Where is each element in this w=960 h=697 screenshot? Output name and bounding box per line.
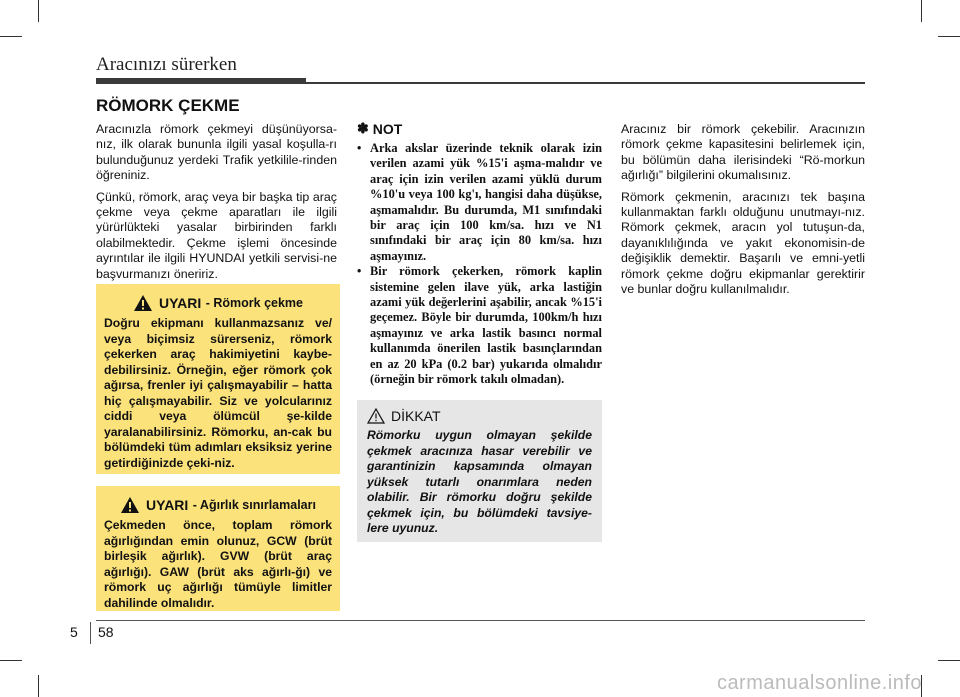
caution-box: [357, 400, 602, 542]
note-item-text: Bir römork çekerken, römork kaplin sistemine gelen ilave yük, arka lastiğin azami yük değerlerini aşabilir, ancak %15'i geçemez. Böyle bir durumda, 100km/h hızı aşmayınız ve arka lastik basıncı normal kullanımda önerilen lastik basınçlarından en az 20 kPa (0.2 bar) yukarıda olmalıdır (örneğin bir römork takılı olmadan).: [370, 264, 602, 387]
intro-column: [96, 122, 337, 288]
capacity-column: [621, 122, 865, 303]
watermark: carmanualsonline.info: [716, 672, 922, 694]
note-title: [357, 120, 602, 137]
list-item: [357, 264, 602, 387]
caution-body: Römorku uygun olmayan şekilde çekmek aracınıza hasar verebilir ve garantinizin kapsamında olmayan yüksek tutarlı onarımlara neden olabilir. Bir römorku doğru şekilde çekmek için, bu bölümdeki tavsiye-lere uyunuz.: [367, 428, 592, 535]
warning-triangle-icon: [120, 496, 140, 514]
header-rule-thick: [96, 78, 306, 84]
list-item: [357, 141, 602, 264]
footer-separator: [90, 622, 91, 644]
crop-mark: [0, 660, 22, 661]
warning-header: [104, 294, 332, 312]
paragraph: Aracınız bir römork çekebilir. Aracınızın römork çekme kapasitesini belirlemek için, bu bölümün daha ilerisindeki “Rö-morkun ağırlığı” bilgilerini okumalısınız.: [621, 122, 865, 183]
caution-label: DİKKAT: [391, 408, 441, 424]
warning-subtitle: - Römork çekme: [205, 296, 303, 310]
note-star-icon: ✽: [357, 120, 369, 136]
crop-mark: [38, 0, 39, 22]
page-number: 58: [98, 624, 114, 640]
paragraph: Aracınızla römork çekmeyi düşünüyorsa-nız, ilk olarak bununla ilgili yasal koşulla-rı bulunduğunuz yerdeki Trafik yetkilile-rinden öğreniniz.: [96, 122, 337, 183]
crop-mark: [38, 675, 39, 697]
caution-triangle-icon: [367, 408, 385, 424]
warning-triangle-icon: [133, 294, 153, 312]
warning-subtitle: - Ağırlık sınırlamaları: [192, 498, 316, 512]
bullet-icon: •: [357, 264, 362, 279]
warning-box-weight: [96, 486, 340, 611]
chapter-header-title: Aracınızı sürerken: [96, 54, 237, 75]
paragraph: Römork çekmenin, aracınızı tek başına kullanmaktan farklı olduğunu unutmayı-nız. Römork çekmek, aracın yol tutuşun-da, dayanıklılığında ve yakıt ekonomisin-de değişiklik demektir. Başarılı ve emni-yetli römork çekme doğru ekipmanlar gerektirir ve bunlar doğru kullanılmalıdır.: [621, 189, 865, 297]
warning-body: Çekmeden önce, toplam römork ağırlığından emin olunuz, GCW (brüt birleşik ağırlık). GVW (brüt araç ağırlığı). GAW (brüt aks ağırlı-ğı) ve römork uç ağırlığı tümüyle limitler dahilinde olmalıdır.: [104, 518, 332, 610]
chapter-number: 5: [70, 624, 78, 640]
crop-mark: [921, 0, 922, 22]
section-title: RÖMORK ÇEKME: [96, 96, 240, 115]
note-block: [357, 120, 602, 388]
note-label: NOT: [372, 120, 403, 137]
caution-header: [367, 408, 592, 424]
note-item-text: Arka akslar üzerinde teknik olarak izin verilen azami yük %15'i aşma-malıdır ve araç için izin verilen azami yüklü durum %10'u veya 100 kg'ı, hangisi daha düşükse, aşmamalıdır. Bu durumda, M1 sınıfındaki bir araç için 100 km/sa. hızı ve N1 sınıfındaki bir araç için 80 km/sa. hızı aşmayınız.: [370, 141, 602, 263]
note-list: [357, 141, 602, 388]
crop-mark: [0, 36, 22, 37]
crop-mark: [938, 36, 960, 37]
header-rule-thin: [306, 82, 865, 84]
warning-header: [104, 496, 332, 514]
warning-label: UYARI: [159, 295, 202, 311]
footer-rule: [96, 620, 865, 621]
warning-label: UYARI: [146, 497, 189, 513]
paragraph: Çünkü, römork, araç veya bir başka tip araç çekme veya çekme aparatları ile ilgili yürürlükteki yasalar birbirinden farklı olabilmektedir. Çekme işlemi öncesinde ayrıntılar ile ilgili HYUNDAI yetkili servisi-ne başvurmanızı öneririz.: [96, 189, 337, 281]
warning-body: Doğru ekipmanı kullanmazsanız ve/ veya biçimsiz sürerseniz, römork çekerken araç hakimiyetini kaybe-debilirsiniz. Örneğin, eğer römork çok ağırsa, frenler iyi çalışmayabilir – hatta hiç çalışmayabilir. Siz ve yolcularınız ciddi veya ölümcül şe-kilde yaralanabilirsiniz. Römorku, an-cak bu bölümdeki tüm adımları eksiksiz yerine getirdiğinizde çeki-niz.: [104, 316, 332, 470]
crop-mark: [938, 660, 960, 661]
bullet-icon: •: [357, 141, 362, 155]
warning-box-towing: [96, 284, 340, 474]
